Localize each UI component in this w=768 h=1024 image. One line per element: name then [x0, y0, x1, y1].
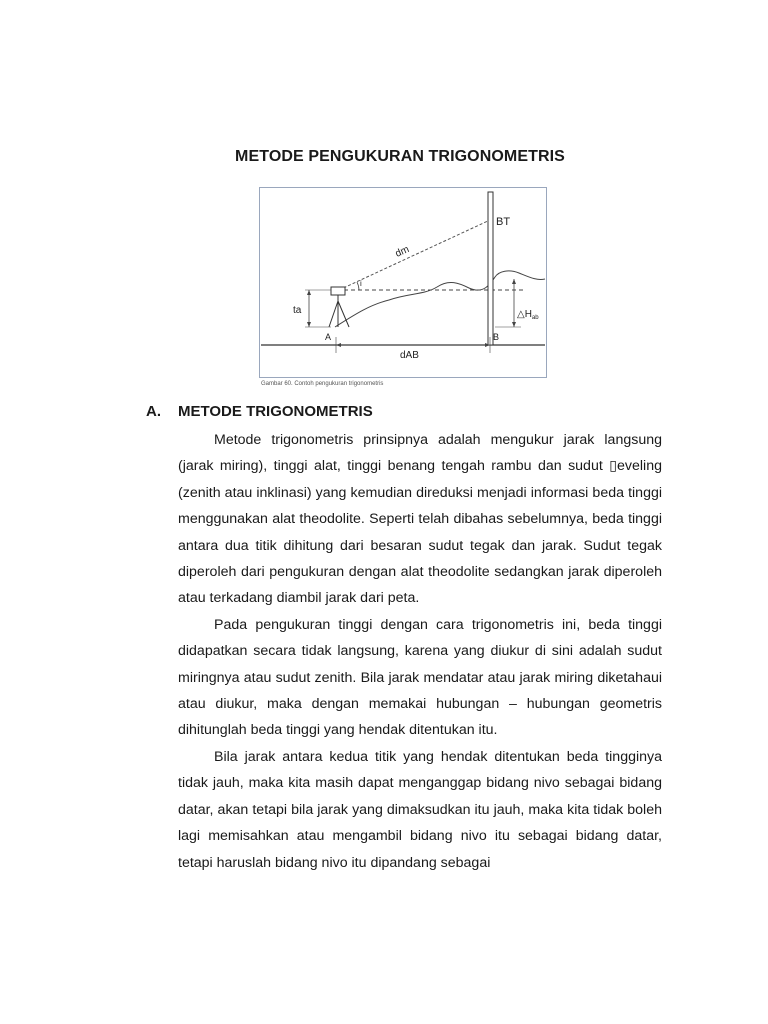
label-ta: ta [293, 305, 302, 316]
section-title: METODE TRIGONOMETRIS [178, 403, 373, 420]
label-dm: dm [393, 244, 411, 260]
leveling-staff [488, 192, 493, 345]
label-b: B [493, 332, 500, 342]
page-title: METODE PENGUKURAN TRIGONOMETRIS [235, 148, 565, 165]
body-text [178, 427, 662, 876]
paragraph: Pada pengukuran tinggi dengan cara trigonometris ini, beda tinggi didapatkan secara tidak langsung, karena yang diukur di sini adalah sudut miringnya atau sudut zenith. Bila jarak mendatar atau jarak miring diketahaui atau diukur, maka dengan memakai hubungan – hubungan geometris dihitunglah beda tinggi yang hendak ditentukan itu. [178, 616, 662, 739]
label-dh: $\triangle H_{ab}$ [517, 309, 539, 321]
section-number: A. [146, 403, 161, 420]
label-dab: dAB [400, 350, 419, 361]
paragraph: Bila jarak antara kedua titik yang hendak ditentukan beda tingginya tidak jauh, maka kita masih dapat menganggap bidang nivo sebagai bidang datar, akan tetapi bila jarak yang dimaksudkan itu jauh, maka kita tidak boleh lagi memisahkan atau mengambil bidang nivo itu sebagai bidang datar, tetapi haruslah bidang nivo itu dipandang sebagai [178, 748, 662, 871]
figure-caption: Gambar 60. Contoh pengukuran trigonometris [261, 381, 384, 387]
label-angle: i [360, 279, 362, 288]
label-bt: BT [496, 216, 511, 228]
label-a: A [325, 332, 332, 342]
paragraph: Metode trigonometris prinsipnya adalah mengukur jarak langsung (jarak miring), tinggi alat, tinggi benang tengah rambu dan sudut ▯eveling (zenith atau inklinasi) yang kemudian direduksi menjadi informasi beda tinggi menggunakan alat theodolite. Seperti telah dibahas sebelumnya, beda tinggi antara dua titik dihitung dari besaran sudut tegak dan jarak. Sudut tegak diperoleh dari pengukuran dengan alat theodolite sedangkan jarak diperoleh atau terkadang diambil jarak dari peta. [178, 432, 662, 607]
section-heading [146, 403, 373, 420]
trigonometric-survey-diagram [259, 187, 547, 379]
